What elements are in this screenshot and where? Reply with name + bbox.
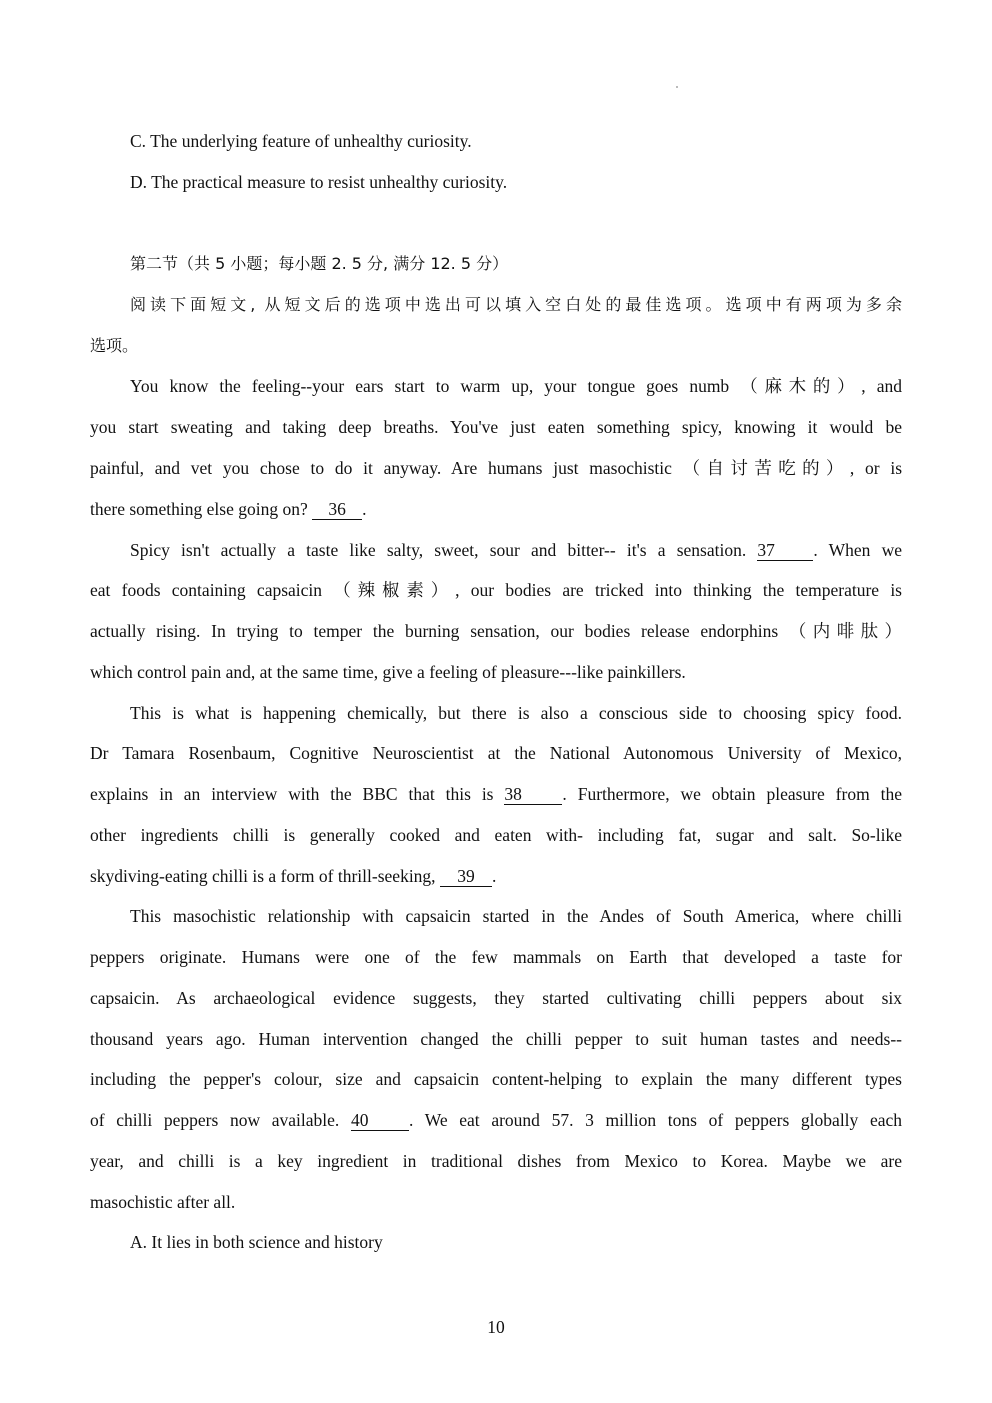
p1-line-1: You know the feeling--your ears start to warm up, your tongue goes numb （麻木的）, and <box>130 376 902 396</box>
instruction-line-2 <box>90 333 902 358</box>
p4-line-8: masochistic after all. <box>90 1192 236 1212</box>
p3-line-2: Dr Tamara Rosenbaum, Cognitive Neuroscientist at the National Autonomous University of Mexico, <box>90 743 902 763</box>
p4-line-5: including the pepper's colour, size and capsaicin content-helping to explain the many different types <box>90 1069 902 1089</box>
blank-39[interactable]: 39 <box>440 866 492 887</box>
blank-40[interactable]: 40 <box>351 1110 409 1131</box>
p3-line-5-text: skydiving-eating chilli is a form of thrill-seeking, <box>90 866 436 886</box>
option-d-previous: D. The practical measure to resist unhealthy curiosity. <box>130 172 508 192</box>
instruction-text-1: 阅读下面短文, 从短文后的选项中选出可以填入空白处的最佳选项。选项中有两项为多余 <box>130 295 902 314</box>
blank-37[interactable]: 37 <box>757 540 813 561</box>
p2-line-1-tail: . When we <box>813 540 902 560</box>
option-c-previous: C. The underlying feature of unhealthy curiosity. <box>130 131 472 151</box>
p4-line-2: peppers originate. Humans were one of the few mammals on Earth that developed a taste for <box>90 947 902 967</box>
p4-line-6-text: of chilli peppers now available. <box>90 1110 340 1130</box>
p3-line-3 <box>90 782 902 806</box>
p1-line-3: painful, and vet you chose to do it anyway. Are humans just masochistic （自讨苦吃的）, or is <box>90 458 902 478</box>
p1-line-4 <box>90 497 902 521</box>
p2-line-1 <box>130 538 902 562</box>
p3-line-4: other ingredients chilli is generally cooked and eaten with- including fat, sugar and salt. So-like <box>90 825 902 845</box>
p4-line-4: thousand years ago. Human intervention changed the chilli pepper to suit human tastes and needs-- <box>90 1029 902 1049</box>
p1-line-2: you start sweating and taking deep breaths. You've just eaten something spicy, knowing it would be <box>90 417 902 437</box>
p4-line-7: year, and chilli is a key ingredient in traditional dishes from Mexico to Korea. Maybe we are <box>90 1151 902 1171</box>
period-39: . <box>491 866 497 886</box>
p3-line-3-text: explains in an interview with the BBC that this is <box>90 784 494 804</box>
blank-36[interactable]: 36 <box>312 499 362 520</box>
blank-38[interactable]: 38 <box>504 784 562 805</box>
p3-line-5 <box>90 864 902 888</box>
p1-line-4-text: there something else going on? <box>90 499 308 519</box>
section-heading <box>130 251 902 276</box>
section-heading-text: 第二节（共 5 小题；每小题 2. 5 分, 满分 12. 5 分） <box>130 254 509 273</box>
p4-line-1: This masochistic relationship with capsaicin started in the Andes of South America, where chilli <box>130 906 902 926</box>
p2-line-3: actually rising. In trying to temper the burning sensation, our bodies release endorphins （内啡肽） <box>90 621 902 641</box>
p3-line-1: This is what is happening chemically, but there is also a conscious side to choosing spicy food. <box>130 703 902 723</box>
p2-line-2: eat foods containing capsaicin （辣椒素）, our bodies are tricked into thinking the temperature is <box>90 580 902 600</box>
p4-line-6-tail: . We eat around 57. 3 million tons of peppers globally each <box>408 1110 903 1130</box>
p3-line-3-tail: . Furthermore, we obtain pleasure from the <box>562 784 902 804</box>
p4-line-3: capsaicin. As archaeological evidence suggests, they started cultivating chilli peppers about six <box>90 988 902 1008</box>
p2-line-4: which control pain and, at the same time, give a feeling of pleasure---like painkillers. <box>90 662 686 682</box>
option-a: A. It lies in both science and history <box>130 1232 383 1252</box>
p4-line-6 <box>90 1108 902 1132</box>
instruction-line-1 <box>130 292 902 317</box>
period-36: . <box>362 499 367 519</box>
instruction-text-2: 选项。 <box>90 336 139 355</box>
scan-speck <box>676 86 678 88</box>
page-number: 10 <box>487 1317 505 1337</box>
p2-line-1-text: Spicy isn't actually a taste like salty, sweet, sour and bitter-- it's a sensation. <box>130 540 747 560</box>
